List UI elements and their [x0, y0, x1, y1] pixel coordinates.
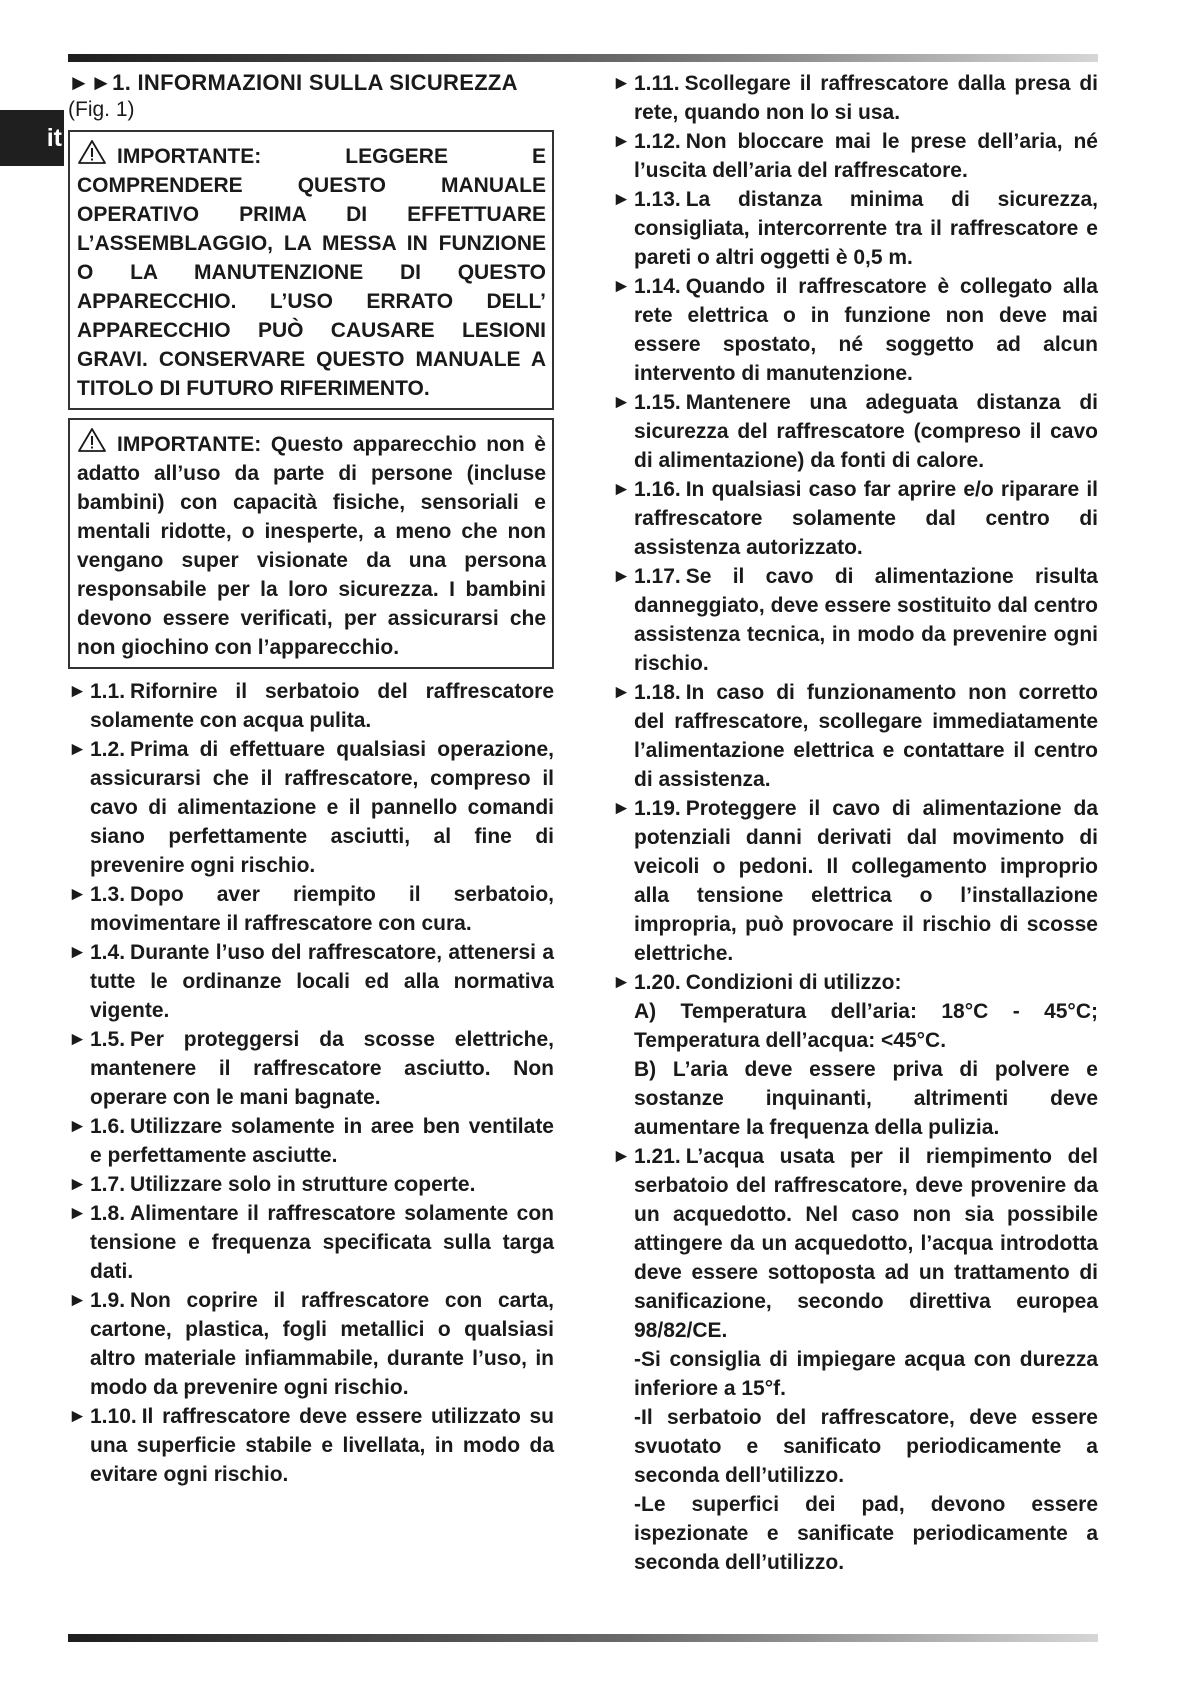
list-item-paragraph — [90, 880, 554, 938]
section-marker: ►► — [68, 70, 113, 95]
item-text: Dopo aver riempito il serbatoio, movimentare il raffrescatore con cura. — [90, 883, 554, 935]
list-item-body — [90, 1170, 554, 1199]
bullet-arrow-icon: ► — [68, 1116, 87, 1137]
list-item-body — [90, 1199, 554, 1286]
bullet-arrow-icon: ► — [68, 1029, 87, 1050]
list-item-body — [634, 1142, 1098, 1577]
bullet-arrow-icon: ► — [612, 798, 631, 819]
list-item-body — [634, 185, 1098, 272]
bullet-arrow-icon: ► — [612, 73, 631, 94]
item-text: Quando il raffrescatore è collegato alla rete elettrica o in funzione non deve mai essere spostato, né soggetto ad alcun intervento di manutenzione. — [634, 275, 1098, 385]
list-item-paragraph — [634, 475, 1098, 562]
list-item-paragraph — [634, 1345, 1098, 1403]
bullet-arrow-icon: ► — [68, 1174, 87, 1195]
list-item-paragraph — [90, 938, 554, 1025]
list-item — [612, 127, 1098, 185]
list-item — [612, 272, 1098, 388]
item-number: 1.3. — [90, 883, 126, 906]
list-item-paragraph — [634, 968, 1098, 997]
list-item-body — [634, 127, 1098, 185]
item-number: 1.7. — [90, 1173, 126, 1196]
list-item-body — [634, 272, 1098, 388]
bullet-arrow-icon: ► — [68, 1406, 87, 1427]
list-item — [68, 735, 554, 880]
section-title: 1. INFORMAZIONI SULLA SICUREZZA — [112, 70, 518, 95]
list-item-paragraph — [634, 127, 1098, 185]
list-item — [612, 69, 1098, 127]
list-item — [68, 880, 554, 938]
item-text: La distanza minima di sicurezza, consigliata, intercorrente tra il raffrescatore e pareti o altri oggetti è 0,5 m. — [634, 188, 1098, 269]
language-tab: it — [0, 110, 64, 166]
list-item-paragraph — [90, 1402, 554, 1489]
item-number: 1.11. — [634, 72, 680, 95]
list-item-paragraph — [634, 69, 1098, 127]
item-text: Utilizzare solo in strutture coperte. — [130, 1173, 476, 1196]
item-text: Rifornire il serbatoio del raffrescatore solamente con acqua pulita. — [90, 680, 554, 732]
item-text: -Si consiglia di impiegare acqua con durezza inferiore a 15°f. — [634, 1348, 1098, 1400]
item-number: 1.20. — [634, 971, 681, 994]
item-number: 1.10. — [90, 1405, 137, 1428]
list-item — [68, 938, 554, 1025]
item-text: Durante l’uso del raffrescatore, attenersi a tutte le ordinanze locali ed alla normativa vigente. — [90, 941, 554, 1022]
list-item-paragraph — [634, 678, 1098, 794]
top-rule — [68, 54, 1098, 62]
list-item-paragraph — [90, 1025, 554, 1112]
list-item-paragraph — [634, 1055, 1098, 1142]
item-number: 1.1. — [90, 680, 126, 703]
list-item-paragraph — [90, 1286, 554, 1402]
list-item-body — [90, 1286, 554, 1402]
item-number: 1.8. — [90, 1202, 126, 1225]
bullet-arrow-icon: ► — [68, 942, 87, 963]
list-item — [68, 677, 554, 735]
list-item-paragraph — [634, 794, 1098, 968]
figure-reference: (Fig. 1) — [68, 98, 135, 121]
item-text: Scollegare il raffrescatore dalla presa di rete, quando non lo si usa. — [634, 72, 1098, 124]
bullet-arrow-icon: ► — [612, 566, 631, 587]
list-item — [612, 1142, 1098, 1577]
warning-text: IMPORTANTE: Questo apparecchio non è adatto all’uso da parte di persone (incluse bambini) con capacità fisiche, sensoriali e mentali ridotte, o inesperte, a meno che non vengano super visionate da una persona responsabile per la loro sicurezza. I bambini devono essere verificati, per assicurarsi che non giochino con l’apparecchio. — [77, 433, 546, 659]
bullet-arrow-icon: ► — [612, 479, 631, 500]
list-item-body — [90, 938, 554, 1025]
bullet-arrow-icon: ► — [68, 884, 87, 905]
item-text: A) Temperatura dell’aria: 18°C - 45°C; Temperatura dell’acqua: <45°C. — [634, 1000, 1098, 1052]
item-number: 1.21. — [634, 1145, 681, 1168]
item-number: 1.14. — [634, 275, 681, 298]
list-item — [612, 388, 1098, 475]
list-item-body — [634, 794, 1098, 968]
list-item-body — [634, 562, 1098, 678]
list-item-paragraph — [634, 1403, 1098, 1490]
list-item — [612, 794, 1098, 968]
list-item — [68, 1199, 554, 1286]
section-heading — [68, 69, 554, 96]
list-item — [612, 562, 1098, 678]
item-text: In caso di funzionamento non corretto del raffrescatore, scollegare immediatamente l’alimentazione elettrica e contattare il centro di assistenza. — [634, 681, 1098, 791]
item-number: 1.13. — [634, 188, 681, 211]
list-item-body — [634, 69, 1098, 127]
list-item-body — [634, 388, 1098, 475]
item-text: Non coprire il raffrescatore con carta, cartone, plastica, fogli metallici o qualsiasi altro materiale infiammabile, durante l’uso, in modo da prevenire ogni rischio. — [90, 1289, 554, 1399]
item-text: B) L’aria deve essere priva di polvere e sostanze inquinanti, altrimenti deve aumentare la frequenza della pulizia. — [634, 1058, 1098, 1139]
list-item-paragraph — [634, 185, 1098, 272]
bullet-arrow-icon: ► — [612, 189, 631, 210]
item-text: Condizioni di utilizzo: — [685, 971, 902, 994]
list-item-body — [634, 475, 1098, 562]
list-item — [68, 1112, 554, 1170]
item-number: 1.16. — [634, 478, 681, 501]
safety-list-left — [68, 677, 554, 1489]
item-text: Alimentare il raffrescatore solamente con tensione e frequenza specificata sulla targa dati. — [90, 1202, 554, 1283]
item-number: 1.5. — [90, 1028, 126, 1051]
list-item-body — [90, 1025, 554, 1112]
list-item — [68, 1170, 554, 1199]
item-text: Proteggere il cavo di alimentazione da potenziali danni derivati dal movimento di veicoli o pedoni. Il collegamento improprio alla tensione elettrica o l’installazione impropria, può provocare il rischio di scosse elettriche. — [634, 797, 1098, 965]
warning-box — [68, 130, 554, 410]
warning-text: IMPORTANTE: LEGGERE E COMPRENDERE QUESTO MANUALE OPERATIVO PRIMA DI EFFETTUARE L’ASSEMBLAGGIO, LA MESSA IN FUNZIONE O LA MANUTENZIONE DI QUESTO APPARECCHIO. L’USO ERRATO DELL’ APPARECCHIO PUÒ CAUSARE LESIONI GRAVI. CONSERVARE QUESTO MANUALE A TITOLO DI FUTURO RIFERIMENTO. — [77, 145, 546, 400]
list-item-body — [634, 968, 1098, 1142]
item-text: L’acqua usata per il riempimento del serbatoio del raffrescatore, deve provenire da un acquedotto. Nel caso non sia possibile attingere da un acquedotto, l’acqua introdotta deve essere sottoposta ad un trattamento di sanificazione, secondo direttiva europea 98/82/CE. — [634, 1145, 1098, 1342]
list-item-body — [90, 735, 554, 880]
item-text: Prima di effettuare qualsiasi operazione, assicurarsi che il raffrescatore, compreso il cavo di alimentazione e il pannello comandi siano perfettamente asciutti, al fine di prevenire ogni rischio. — [90, 738, 554, 877]
right-column — [612, 69, 1098, 1577]
list-item-paragraph — [90, 1112, 554, 1170]
list-item-body — [90, 677, 554, 735]
item-number: 1.17. — [634, 565, 681, 588]
list-item-body — [634, 678, 1098, 794]
list-item — [612, 678, 1098, 794]
item-text: -Il serbatoio del raffrescatore, deve essere svuotato e sanificato periodicamente a seconda dell’utilizzo. — [634, 1406, 1098, 1487]
list-item-body — [90, 1402, 554, 1489]
item-text: -Le superfici dei pad, devono essere ispezionate e sanificate periodicamente a seconda dell’utilizzo. — [634, 1493, 1098, 1574]
safety-list-right — [612, 69, 1098, 1577]
item-text: Per proteggersi da scosse elettriche, mantenere il raffrescatore asciutto. Non operare con le mani bagnate. — [90, 1028, 554, 1109]
bullet-arrow-icon: ► — [612, 972, 631, 993]
item-number: 1.2. — [90, 738, 126, 761]
list-item — [68, 1286, 554, 1402]
list-item — [612, 475, 1098, 562]
item-text: Mantenere una adeguata distanza di sicurezza del raffrescatore (compreso il cavo di alimentazione) da fonti di calore. — [634, 391, 1098, 472]
list-item-paragraph — [90, 1170, 554, 1199]
item-number: 1.12. — [634, 130, 681, 153]
item-text: In qualsiasi caso far aprire e/o riparare il raffrescatore solamente dal centro di assistenza autorizzato. — [634, 478, 1098, 559]
warning-triangle-icon — [77, 139, 107, 165]
list-item — [68, 1402, 554, 1489]
list-item-paragraph — [634, 1490, 1098, 1577]
item-number: 1.4. — [90, 941, 126, 964]
warning-triangle-icon — [77, 427, 107, 453]
item-text: Se il cavo di alimentazione risulta danneggiato, deve essere sostituito dal centro assistenza tecnica, in modo da prevenire ogni rischio. — [634, 565, 1098, 675]
bullet-arrow-icon: ► — [68, 1203, 87, 1224]
item-number: 1.6. — [90, 1115, 126, 1138]
bullet-arrow-icon: ► — [612, 276, 631, 297]
item-number: 1.9. — [90, 1289, 126, 1312]
list-item-paragraph — [90, 735, 554, 880]
list-item — [612, 968, 1098, 1142]
bullet-arrow-icon: ► — [68, 1290, 87, 1311]
bullet-arrow-icon: ► — [612, 392, 631, 413]
list-item-paragraph — [634, 1142, 1098, 1345]
item-number: 1.19. — [634, 797, 681, 820]
item-text: Utilizzare solamente in aree ben ventilate e perfettamente asciutte. — [90, 1115, 554, 1167]
list-item-paragraph — [634, 562, 1098, 678]
list-item — [612, 185, 1098, 272]
bullet-arrow-icon: ► — [612, 131, 631, 152]
bullet-arrow-icon: ► — [612, 682, 631, 703]
list-item-paragraph — [634, 388, 1098, 475]
list-item-paragraph — [90, 677, 554, 735]
bullet-arrow-icon: ► — [612, 1146, 631, 1167]
left-column — [68, 69, 554, 1489]
list-item-body — [90, 880, 554, 938]
item-text: Non bloccare mai le prese dell’aria, né l’uscita dell’aria del raffrescatore. — [634, 130, 1098, 182]
item-number: 1.18. — [634, 681, 681, 704]
list-item-paragraph — [90, 1199, 554, 1286]
list-item — [68, 1025, 554, 1112]
item-number: 1.15. — [634, 391, 681, 414]
bullet-arrow-icon: ► — [68, 739, 87, 760]
list-item-paragraph — [634, 272, 1098, 388]
bullet-arrow-icon: ► — [68, 681, 87, 702]
list-item-paragraph — [634, 997, 1098, 1055]
bottom-rule — [68, 1634, 1098, 1642]
list-item-body — [90, 1112, 554, 1170]
item-text: Il raffrescatore deve essere utilizzato su una superficie stabile e livellata, in modo da evitare ogni rischio. — [90, 1405, 554, 1486]
warning-box — [68, 418, 554, 669]
